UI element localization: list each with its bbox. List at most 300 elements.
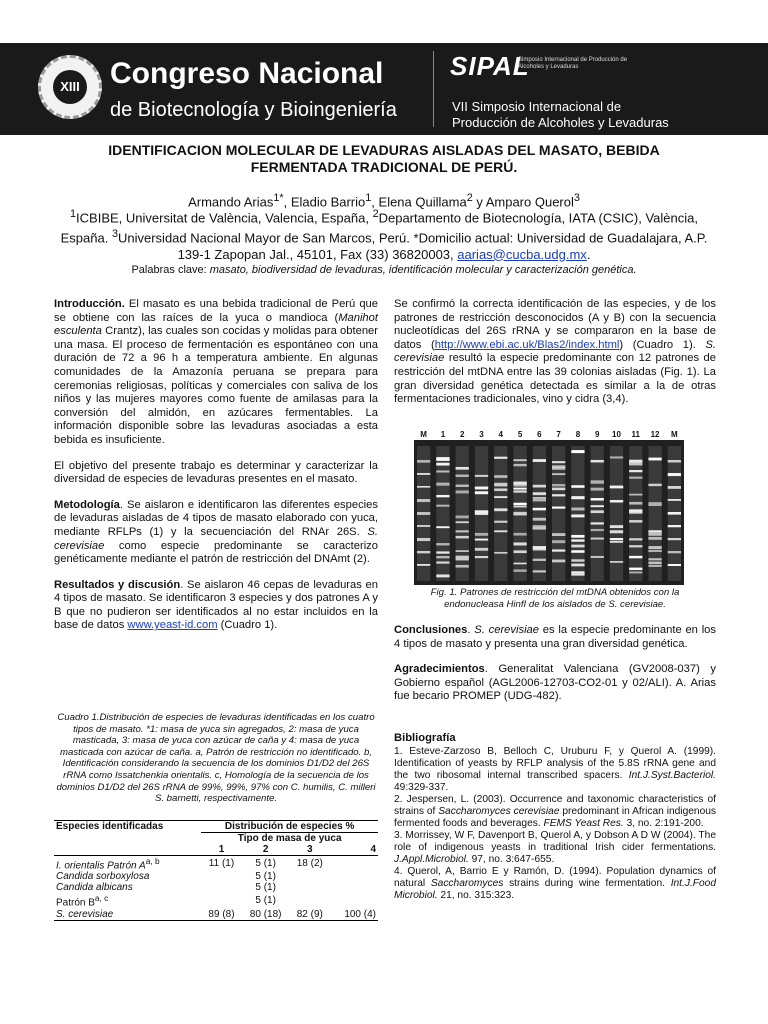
author-sup: 1 [365,192,372,204]
gel-band [629,477,642,479]
gel-band [475,548,488,551]
gel-band [533,492,546,495]
gel-band [494,488,507,491]
author-name: y Amparo Querol [472,194,574,210]
gel-band [629,571,642,573]
ref-journal: Int.J.Syst.Bacteriol. [628,770,716,781]
gel-lane [610,446,623,581]
col-dist-header: Distribución de especies % [201,821,378,833]
objective-paragraph: El objetivo del presente trabajo es determinar y caracterizar la diversidad de especies de levaduras presentes en el masato. [54,459,378,486]
gel-band [513,550,526,553]
gel-band [417,486,430,488]
body-text: como especie predominante se caracterizo genéticamente mediante el patrón de restricción del DNAmt (2). [54,539,378,566]
lane-label: 5 [517,430,523,439]
gel-band [494,508,507,511]
gel-lane-labels [414,430,684,440]
gel-band [417,538,430,541]
sipal-tagline: Simposio Internacional de Producción de Alcoholes y Levaduras [518,57,628,70]
gel-band [668,538,681,540]
gel-band [591,510,604,513]
gel-lane [436,446,449,581]
gel-band [648,562,661,565]
gel-band [629,520,642,523]
sipal-logo: SIPAL [450,51,530,81]
gel-band [571,496,584,499]
gel-band [648,484,661,486]
lane-label: 3 [479,430,484,439]
gel-band [610,530,623,533]
keywords [60,264,708,276]
gel-band [552,465,565,467]
lane-label: 8 [575,430,581,439]
lane-label: M [420,430,427,439]
ref-text: 97, no. 3:647-655. [468,854,555,865]
gel-band [591,498,604,500]
body-text: . Generalitat Valenciana (GV2008-037) y Gobierno español (AGL2006-12703-CO2-01 y 02/ALI). A. Arias fue becario PROMEP (UDG-482). [394,663,716,703]
blank-cell [54,833,201,845]
gel-band [513,482,526,485]
species-name: S. cerevisiae [474,624,539,636]
reference-1 [394,746,716,794]
gel-band [552,494,565,496]
gel-band [513,569,526,571]
gel-band [629,494,642,496]
species-name: S. cerevisiae [394,338,716,365]
gel-band [533,485,546,488]
methods-paragraph [54,499,378,567]
gel-band [513,459,526,461]
gel-band [610,486,623,489]
gel-band [610,456,623,458]
gel-band [417,525,430,527]
col-species-header: Especies identificadas [54,821,201,833]
intro-heading: Introducción. [54,298,125,310]
ref-text: 3. Morrissey, W F, Davenport B, Querol A, y Dobson A D W (2004). The role of indigenous yeasts in traditional Irish cider fermentations. [394,830,716,853]
gel-band [513,533,526,536]
gel-band [668,473,681,476]
gel-band [513,503,526,505]
lane-label: 9 [594,430,600,439]
species-table [54,820,378,921]
ref-text: 4. Querol, A, Barrio E y Ramón, D. (1994). Population dynamics of natural [394,866,716,889]
banner-divider [433,51,434,127]
gel-band [494,475,507,478]
value-cell: 80 (18) [242,909,290,921]
gel-band [552,488,565,491]
gel-band [648,558,661,560]
gel-band [610,500,623,502]
value-cell: 89 (8) [201,909,241,921]
body-text: resultó la especie predominante con 12 patrones de restricción del mtDNA entre las 39 colonias aisladas (Fig. 1). La gran diversidad genética detectada es similar a la de otras fermentaciones tradicionales, vino y cidra (3,4). [394,352,716,406]
gel-band [456,530,469,532]
congress-subtitle: de Biotecnología y Bioingeniería [110,99,397,121]
right-column-intro [394,298,716,419]
ref-text: 2. Jespersen, L. (2003). Occurrence and taxonomic characteristics of strains of [394,794,716,817]
gel-band [571,571,584,573]
bibliography [394,732,716,902]
gel-band [436,483,449,486]
gel-band [668,512,681,515]
table-row [54,893,378,908]
lane-label: 12 [650,430,660,439]
ref-journal: FEMS Yeast Res. [543,818,624,829]
gel-band [417,473,430,475]
lane-label: 1 [440,430,446,439]
body-text: . Se aislaron 46 cepas de levaduras en 4 tipos de masato. Se identificaron 3 especies y dos patrones A y B que no pudieron ser identificados al no estar incluidos en la base de datos [54,578,379,632]
gel-band [571,550,584,553]
author-name: , Elena Quillama [371,194,467,210]
gel-band [552,549,565,551]
conference-banner [0,43,768,135]
value-cell [290,893,330,908]
body-text: Se confirmó la correcta identificación de las especies, y de los patrones de restricción desconocidos (A y B) con la secuencia nucleotídicas del 26S rRNA y se compararon en la base de datos ( [394,298,716,351]
aff-sup: 2 [372,208,379,220]
gel-band [533,459,546,462]
gel-band [436,551,449,553]
value-cell: 5 (1) [255,858,276,870]
author-name: , Eladio Barrio [283,194,366,210]
affiliations [60,206,708,263]
gel-band [571,450,584,453]
gel-band [475,510,488,512]
aff-text: ICBIBE, Universitat de València, Valencia, España, [76,210,373,226]
ref-journal: J.Appl.Microbiol. [394,854,469,865]
gel-band [552,534,565,536]
paper-title: IDENTIFICACION MOLECULAR DE LEVADURAS AISLADAS DEL MASATO, BEBIDA FERMENTADA TRADICIONAL DE PERÚ. [108,142,660,175]
gel-band [552,461,565,463]
gel-lane [648,446,661,581]
ref-text: 49:329-337. [394,782,449,793]
value-cell [330,856,378,872]
ref-text: strains during wine fermentation. [503,878,671,889]
species-cell: Patrón B [56,897,95,909]
gel-band [436,505,449,507]
gel-band [417,499,430,502]
gel-band [494,483,507,486]
gel-band [417,551,430,553]
gel-band [571,559,584,561]
gel-band [629,545,642,547]
table-row [54,882,378,893]
gel-band [533,499,546,502]
author-name: Armando Arias [188,194,274,210]
gel-band [417,512,430,515]
confirmation-paragraph [394,298,716,407]
gel-band [456,521,469,523]
lane-label: 7 [556,430,561,439]
email-link[interactable]: aarias@cucba.udg.mx [457,246,587,262]
aff-text: Universidad Nacional Mayor de San Marcos, Perú. *Domicilio actual: Universidad de Guadalajara, A.P. 139-1 Zapopan Jal., 45101, Fax (33) 36820003, [117,230,708,262]
gel-band [610,561,623,563]
congress-logo [38,55,102,119]
gel-band [533,518,546,521]
gel-band [494,496,507,498]
methods-heading: Metodología [54,498,120,511]
gel-band [456,485,469,487]
gel-band [571,514,584,517]
gel-band [475,539,488,541]
ack-heading: Agradecimientos [394,663,485,676]
gel-band [591,505,604,507]
author-sup: 1* [273,192,284,204]
value-cell [201,882,241,893]
gel-band [475,556,488,558]
author-sup: 2 [466,192,473,204]
species-cell: Candida sorboxylosa [56,871,150,883]
ref-text: 1. Esteve-Zarzoso B, Belloch C, Uruburu F, y Querol A. (1999). Identification of yeasts by RFLP analysis of the 5.8S rRNA gene and the two ribosomal internal transcribed spacers. [394,746,716,781]
gel-band [591,556,604,558]
gel-band [571,539,584,541]
gel-band [629,463,642,466]
gel-band [648,550,661,552]
keywords-label: Palabras clave: [131,264,210,276]
gel-band [552,507,565,509]
gel-band [436,561,449,563]
gel-band [513,506,526,508]
gel-band [436,556,449,558]
gel-band [591,480,604,483]
gel-band [571,574,584,576]
gel-band [436,543,449,545]
gel-band [648,546,661,549]
table-row [54,909,378,921]
gel-band [513,512,526,515]
author-sup: 3 [573,192,580,204]
gel-band [668,564,681,566]
gel-band [648,502,661,505]
value-cell [290,882,330,893]
congress-title: Congreso Nacional [110,57,384,90]
gel-band [668,460,681,462]
gel-band [513,490,526,492]
gel-band [668,525,681,527]
ref-text: 3, no. 2:191-200. [623,818,704,829]
gel-band [591,460,604,463]
gel-band [475,491,488,494]
gel-band [456,467,469,470]
yeast-id-link[interactable]: www.yeast-id.com [127,619,218,632]
figure-caption: Fig. 1. Patrones de restricción del mtDNA obtenidos con la endonucleasa HinfI de los aislados de S. cerevisiae. [430,587,680,610]
ebi-link[interactable]: http://www.ebi.ac.uk/Blas2/index.html [434,338,620,351]
body-text: . Se aislaron e identificaron las diferentes especies de levaduras aisladas de 4 tipos de masato elaborado con yuca, mediante RFLPs (1) y la secuenciación del RNAr 26S. [54,498,378,538]
ack-paragraph [394,663,716,704]
gel-band [456,556,469,559]
reference-2 [394,794,716,830]
gel-band [417,460,430,463]
conclusions-paragraph [394,624,716,651]
results-heading: Resultados y discusión [54,578,181,591]
species-sup: a, b [145,856,160,866]
gel-lane [591,446,604,581]
col-tipo-header: Tipo de masa de yuca [237,833,342,844]
gel-band [533,559,546,561]
value-cell [201,871,241,882]
intro-paragraph [54,298,378,448]
gel-band [591,488,604,491]
ref-journal: Int.J.Food Microbiol. [394,878,716,901]
gel-band [629,556,642,558]
lane-label: M [671,430,678,439]
value-cell [330,882,378,893]
gel-band [571,508,584,511]
gel-band [494,530,507,532]
value-cell: 5 (1) [255,882,276,894]
gel-band [456,536,469,539]
gel-band [648,537,661,540]
keywords-text: masato, biodiversidad de levaduras, identificación molecular y caracterización genética. [209,264,637,276]
col-1: 1 [201,844,241,856]
gel-band [456,550,469,552]
gel-band [629,538,642,540]
gel-band [552,473,565,475]
gel-band [456,475,469,477]
lane-label: 2 [459,430,465,439]
lane-label: 10 [612,430,621,439]
aff-sup: 3 [111,228,118,241]
col-2: 2 [242,844,290,856]
gel-band [648,458,661,461]
gel-band [668,486,681,489]
body-text: ) (Cuadro 1). [619,338,706,351]
gel-band [668,499,681,501]
gel-band [436,470,449,472]
gel-band [475,513,488,515]
gel-band [494,552,507,554]
body-text: El masato es una bebida tradicional de Perú que se obtiene con las raíces de la yuca o mandioca ( [54,298,378,324]
gel-band [533,527,546,530]
value-cell: 100 (4) [330,909,378,921]
gel-band [513,488,526,490]
gel-band [591,538,604,540]
gel-band [533,508,546,510]
gel-band [494,521,507,523]
gel-band [610,541,623,543]
ref-text: predominant in African indigenous fermented foods and beverages. [394,806,716,829]
congress-logo-number: XIII [53,70,87,104]
value-cell: 18 (2) [296,858,323,870]
gel-band [436,463,449,466]
left-column [54,298,378,645]
table-row [54,856,378,872]
gel-band [629,568,642,570]
gel-band [417,564,430,566]
table-caption: Cuadro 1.Distribución de especies de levaduras identificadas en los cuatro tipos de masato. *1: masa de yuca sin agregados, 2: masa de yuca masticada, 3: masa de yuca con azúcar de caña y 4: masa de yuca masticada con azúcar de caña. a, Patrón de restricción no identificado. b, Identificación considerando la secuencia de los dominios D1/D2 del 26S rRNA como Issatchenkia orientalis. c, Homología de la secuencia de los dominios D1/D2 del 26S rRNA de 99%, 99%, 97% con C. humilis, C. milleri S. barnetti, respectivamente. [56,712,376,805]
gel-band [436,574,449,577]
gel-band [629,460,642,462]
gel-band [533,546,546,549]
gel-band [552,540,565,543]
ref-species: Saccharomyces cerevisiae [438,806,560,817]
symposium-line2: Producción de Alcoholes y Levaduras [452,115,669,130]
aff-text: . [586,246,591,262]
gel-band [571,535,584,538]
results-paragraph [54,579,378,633]
gel-band [533,497,546,499]
table-row [54,871,378,882]
gel-band [629,470,642,472]
body-text: . [467,624,475,636]
species-cell: I. orientalis Patrón A [56,860,146,872]
reference-4 [394,866,716,902]
species-name: Manihot esculenta [54,311,378,338]
gel-band [591,522,604,524]
right-column-lower [394,624,716,716]
col-4: 4 [330,844,378,856]
gel-band [456,516,469,519]
gel-band [610,525,623,528]
gel-band [456,490,469,493]
bibliography-heading: Bibliografía [394,732,456,744]
gel-lane [456,446,469,581]
body-text: Crantz), las cuales son cocidas y molidas para obtener una masa. El proceso de fermentación es espontáneo con una duración de 72 a 96 h a temperatura ambiente. En algunas comunidades de la Amazonía peruana se prepara para ceremonias religiosas, políticas y comerciales con saliva de los niños y las mujeres mayores como fuente de amilasas para la conversión del almidón, en azúcares fermentables. La información disponible sobre las levaduras asociadas a esta bebida es insuficiente. [54,325,378,446]
species-cell: Candida albicans [56,882,133,894]
gel-band [629,510,642,512]
gel-image [414,440,684,585]
gel-band [552,484,565,487]
aff-sup: 1 [70,208,77,220]
gel-band [648,534,661,536]
conclusions-heading: Conclusiones [394,624,468,636]
value-cell: 11 (1) [208,858,235,870]
gel-band [533,570,546,572]
value-cell: 5 (1) [255,895,276,907]
body-text: (Cuadro 1). [217,619,278,632]
gel-band [571,564,584,567]
gel-lane [494,446,507,581]
gel-band [513,464,526,466]
lane-label: 6 [537,430,542,439]
species-cell: S. cerevisiae [54,909,201,921]
col-3: 3 [290,844,330,856]
aff-text: Departamento de Biotecnología, IATA (CSIC), València, España. [60,210,698,246]
value-cell [290,871,330,882]
ref-species: Saccharomyces [430,878,504,889]
gel-band [513,563,526,565]
blank-cell [54,844,201,856]
gel-band [571,545,584,548]
value-cell: 5 (1) [255,871,276,883]
value-cell [330,871,378,882]
reference-3 [394,830,716,866]
symposium-line1: VII Simposio Internacional de [452,99,622,114]
gel-band [571,485,584,488]
lane-label: 11 [631,430,641,439]
value-cell: 82 (9) [290,909,330,921]
gel-band [475,487,488,490]
gel-band [629,502,642,505]
gel-band [475,475,488,477]
gel-band [475,533,488,536]
gel-band [648,565,661,567]
value-cell [330,893,378,908]
gel-band [456,565,469,568]
gel-band [610,538,623,540]
gel-band [436,458,449,460]
lane-label: 4 [498,430,503,439]
gel-band [668,551,681,553]
ref-text: 21, no. 315:323. [437,890,515,901]
value-cell [201,893,241,908]
gel-band [494,457,507,459]
gel-band [591,529,604,531]
species-sup: a, c [94,893,109,904]
species-name: S. cerevisiae [54,525,378,552]
body-text: es la especie predominante en los 4 tipos de masato y presenta una gran diversidad genética. [394,624,716,650]
gel-band [436,526,449,528]
gel-band [513,542,526,545]
gel-band [436,495,449,497]
gel-band [552,560,565,563]
